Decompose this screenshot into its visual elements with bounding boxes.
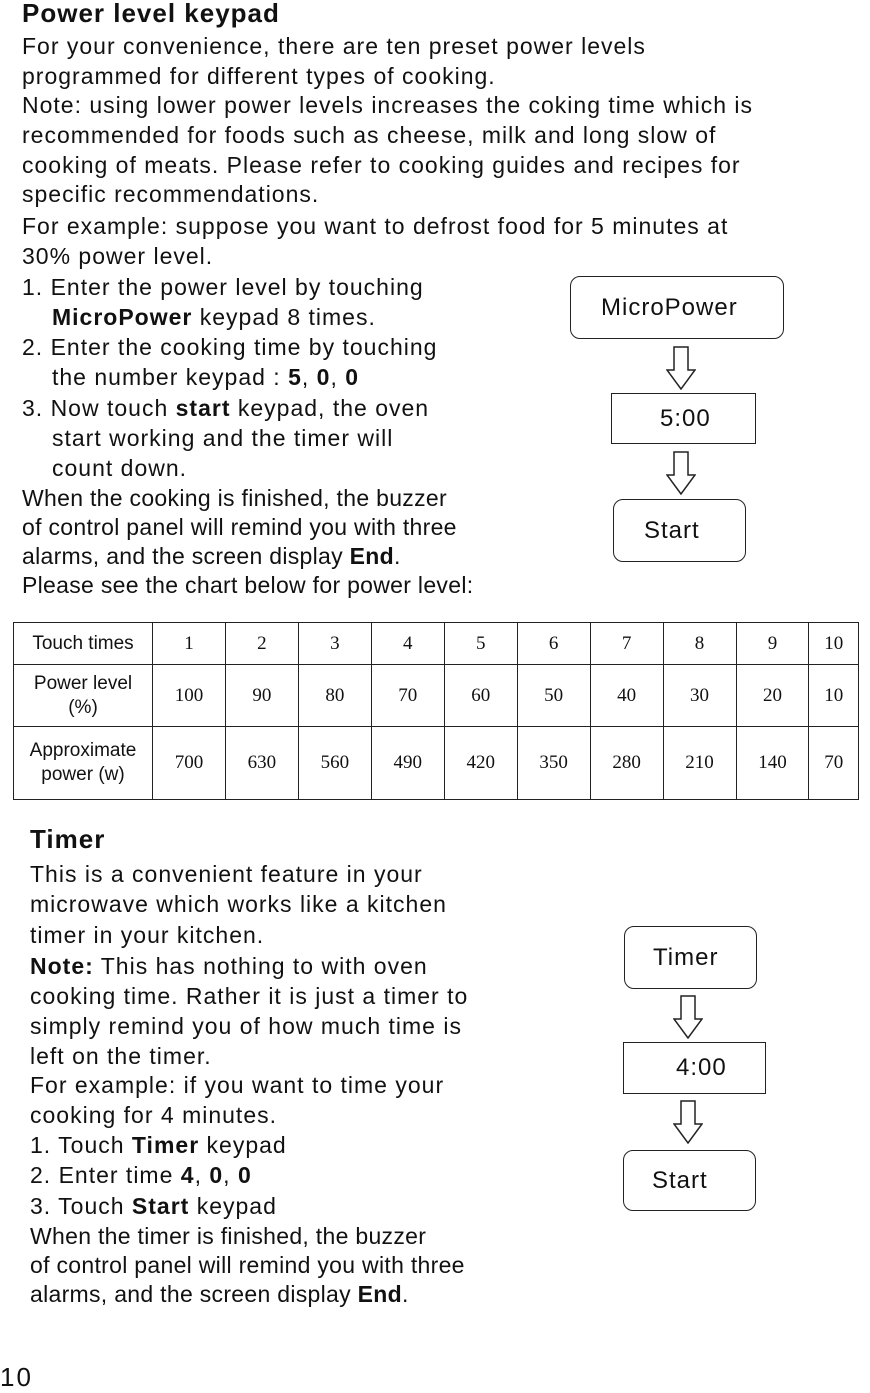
timer-finish-line: When the timer is finished, the buzzer (30, 1223, 427, 1249)
timer-intro-line: This is a convenient feature in your (30, 861, 423, 887)
table-cell: 70 (809, 727, 859, 800)
table-row (14, 665, 859, 727)
table-cell: 70 (371, 665, 444, 727)
row-header: Approximate power (w) (14, 727, 153, 800)
table-cell: 10 (809, 623, 859, 665)
table-row (14, 727, 859, 800)
table-cell: 3 (298, 623, 371, 665)
start-button: Start (623, 1150, 756, 1211)
table-cell: 350 (517, 727, 590, 800)
micropower-button: MicroPower (570, 276, 784, 339)
page-number: 10 (0, 1362, 33, 1392)
power-intro-line: specific recommendations. (22, 181, 320, 207)
time-display: 5:00 (611, 393, 756, 444)
timer-finish-line: alarms, and the screen display End. (30, 1281, 409, 1307)
table-cell: 60 (444, 665, 517, 727)
down-arrow-icon (673, 995, 703, 1039)
power-intro-line: 30% power level. (22, 243, 214, 269)
timer-note-line: For example: if you want to time your (30, 1072, 445, 1098)
table-cell: 2 (225, 623, 298, 665)
power-step-2-cont: the number keypad : 5, 0, 0 (52, 364, 360, 390)
power-step-3-cont: start working and the timer will (52, 425, 394, 451)
table-cell: 90 (225, 665, 298, 727)
row-header: Power level (%) (14, 665, 153, 727)
power-level-table (13, 622, 859, 800)
timer-intro-line: timer in your kitchen. (30, 922, 265, 948)
timer-step-1: 1. Touch Timer keypad (30, 1132, 287, 1158)
power-finish-line: alarms, and the screen display End. (22, 543, 401, 569)
table-cell: 6 (517, 623, 590, 665)
table-row (14, 623, 859, 665)
table-cell: 9 (736, 623, 809, 665)
power-intro-line: For your convenience, there are ten preset power levels (22, 33, 646, 59)
row-header: Touch times (14, 623, 153, 665)
table-cell: 20 (736, 665, 809, 727)
table-cell: 280 (590, 727, 663, 800)
timer-note: Note: This has nothing to with oven (30, 953, 428, 979)
power-intro-line: Note: using lower power levels increases the coking time which is (22, 92, 754, 118)
down-arrow-icon (666, 451, 696, 495)
timer-heading: Timer (30, 824, 106, 854)
table-cell: 1 (153, 623, 226, 665)
table-cell: 5 (444, 623, 517, 665)
table-cell: 140 (736, 727, 809, 800)
timer-step-3: 3. Touch Start keypad (30, 1193, 277, 1219)
power-intro-line: cooking of meats. Please refer to cooking guides and recipes for (22, 152, 741, 178)
power-chart-note: Please see the chart below for power level: (22, 572, 474, 598)
table-cell: 630 (225, 727, 298, 800)
table-cell: 7 (590, 623, 663, 665)
table-cell: 10 (809, 665, 859, 727)
table-cell: 490 (371, 727, 444, 800)
table-cell: 8 (663, 623, 736, 665)
down-arrow-icon (673, 1100, 703, 1144)
power-step-3: 3. Now touch start keypad, the oven (22, 395, 430, 421)
down-arrow-icon (666, 346, 696, 390)
power-step-2: 2. Enter the cooking time by touching (22, 334, 438, 360)
power-level-heading: Power level keypad (22, 0, 280, 28)
timer-note-line: simply remind you of how much time is (30, 1013, 462, 1039)
table-cell: 700 (153, 727, 226, 800)
power-intro-line: For example: suppose you want to defrost food for 5 minutes at (22, 213, 729, 239)
table-cell: 40 (590, 665, 663, 727)
timer-button: Timer (624, 926, 757, 989)
table-cell: 50 (517, 665, 590, 727)
power-intro-line: programmed for different types of cooking. (22, 63, 496, 89)
timer-intro-line: microwave which works like a kitchen (30, 891, 447, 917)
start-button: Start (613, 499, 746, 562)
keypad-name: MicroPower (52, 304, 193, 330)
timer-note-line: cooking time. Rather it is just a timer to (30, 983, 469, 1009)
timer-note-line: cooking for 4 minutes. (30, 1102, 278, 1128)
table-cell: 30 (663, 665, 736, 727)
power-step-3-cont: count down. (52, 455, 188, 481)
timer-note-line: left on the timer. (30, 1043, 212, 1069)
power-step-1-cont: MicroPower keypad 8 times. (52, 304, 376, 330)
table-cell: 100 (153, 665, 226, 727)
table-cell: 80 (298, 665, 371, 727)
table-cell: 4 (371, 623, 444, 665)
power-finish-line: of control panel will remind you with three (22, 514, 457, 540)
table-cell: 210 (663, 727, 736, 800)
table-cell: 420 (444, 727, 517, 800)
table-cell: 560 (298, 727, 371, 800)
time-display: 4:00 (623, 1042, 766, 1094)
timer-finish-line: of control panel will remind you with three (30, 1252, 465, 1278)
power-finish-line: When the cooking is finished, the buzzer (22, 485, 447, 511)
power-step-1: 1. Enter the power level by touching (22, 274, 424, 300)
power-intro-line: recommended for foods such as cheese, milk and long slow of (22, 122, 717, 148)
timer-step-2: 2. Enter time 4, 0, 0 (30, 1162, 252, 1188)
